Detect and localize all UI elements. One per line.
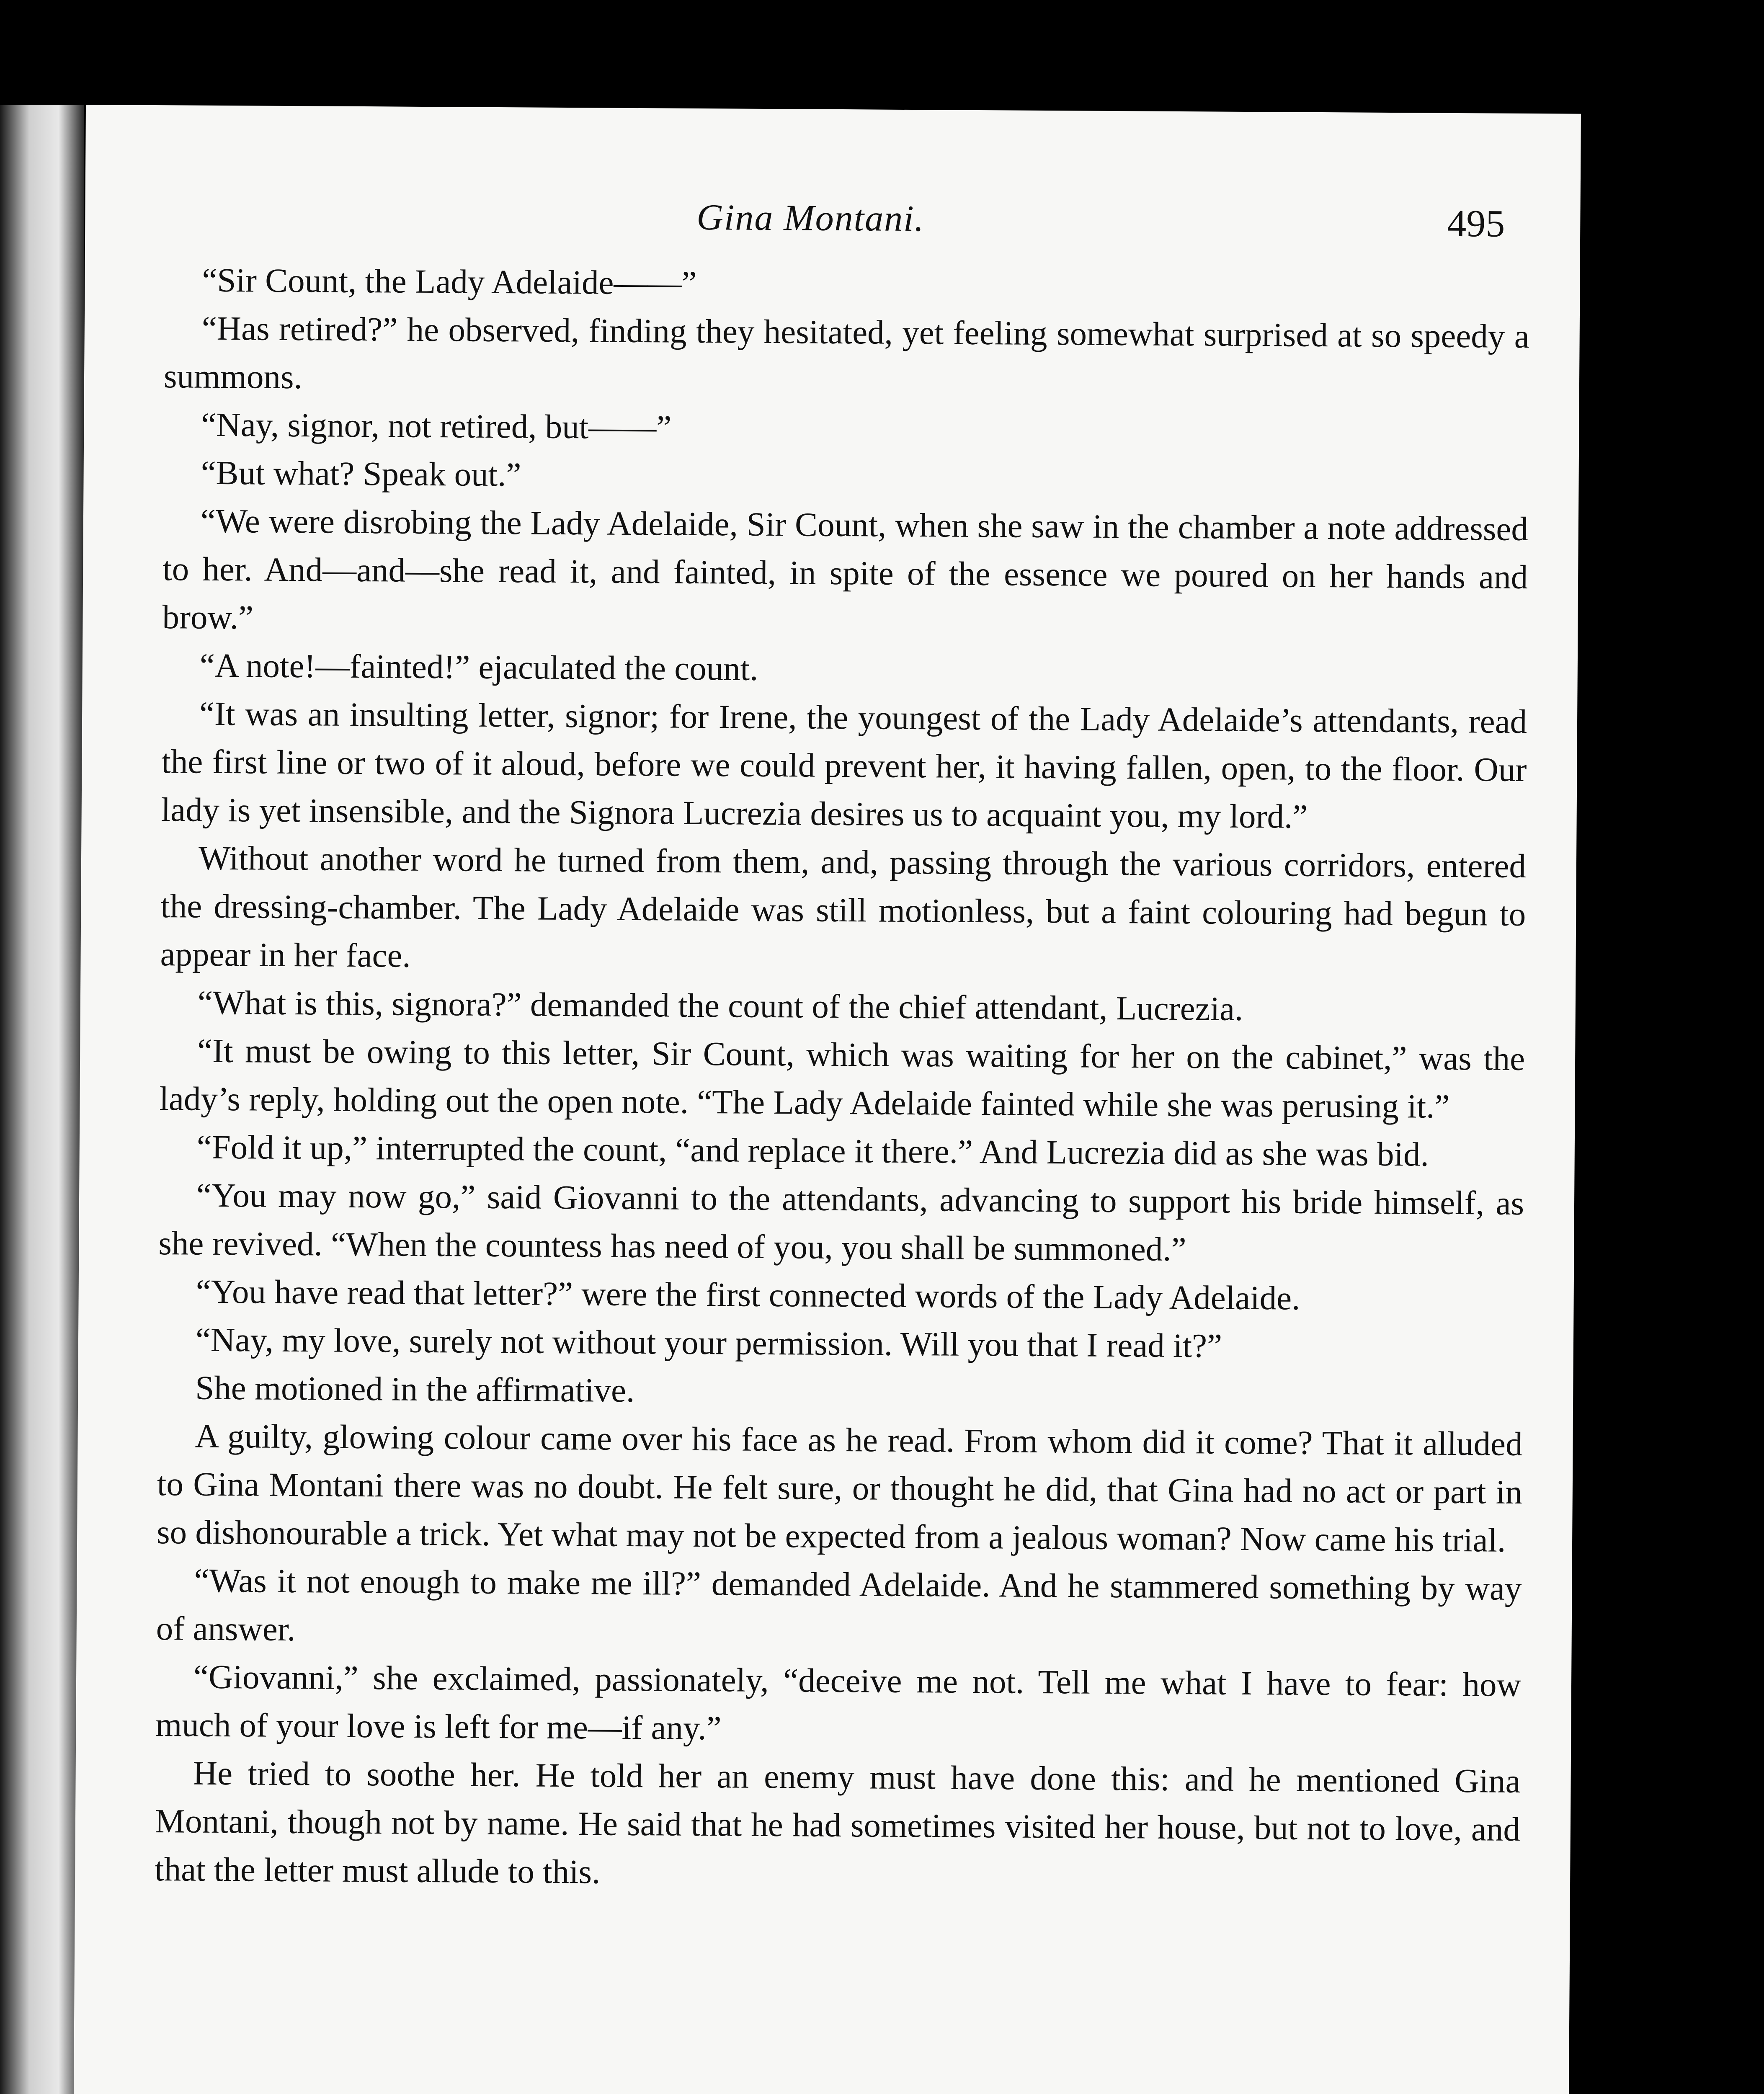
paragraph: “You may now go,” said Giovanni to the attendants, advancing to support his bride himself, as she revived. “When the countess has need of you, you shall be summoned.” [158, 1176, 1524, 1269]
paragraph: “It was an insulting letter, signor; for Irene, the youngest of the Lady Adelaide’s attendants, read the first line or two of it aloud, before we could prevent her, it having fallen, open, to the floor. Our lady is yet insensible, and the Signora Lucrezia desires us to acquaint you, my lord.” [161, 694, 1527, 836]
paragraph: “What is this, signora?” demanded the count of the chief attendant, Lucrezia. [197, 983, 1243, 1028]
page-number: 495 [1447, 201, 1505, 245]
body-text [155, 256, 1530, 1902]
paragraph: “Giovanni,” she exclaimed, passionately, “deceive me not. Tell me what I have to fear: how much of your love is left for me—if any.” [155, 1658, 1522, 1747]
paragraph: “We were disrobing the Lady Adelaide, Sir Count, when she saw in the chamber a note addressed to her. And—and—she read it, and fainted, in spite of the essence we poured on her hands and brow.” [162, 502, 1529, 637]
paragraph: “A note!—fainted!” ejaculated the count. [199, 646, 758, 688]
paragraph: “It must be owing to this letter, Sir Count, which was waiting for her on the cabinet,” was the lady’s reply, holding out the open note. “The Lady Adelaide fainted while she was perusing it.” [159, 1032, 1525, 1125]
paragraph: “Was it not enough to make me ill?” demanded Adelaide. And he stammered something by way of answer. [156, 1561, 1522, 1648]
paragraph: “But what? Speak out.” [201, 454, 521, 494]
paragraph: He tried to soothe her. He told her an enemy must have done this: and he mentioned Gina Montani, though not by name. He said that he had sometimes visited her house, but not to love, and that the letter must allude to this. [154, 1754, 1521, 1891]
paragraph: “Sir Count, the Lady Adelaide——” [202, 261, 697, 302]
book-spine-edge [0, 105, 84, 2094]
paragraph: “Nay, signor, not retired, but——” [201, 405, 672, 446]
running-head [165, 193, 1530, 264]
paragraph: She motioned in the affirmative. [195, 1369, 635, 1410]
book-page [71, 105, 1581, 2094]
paragraph: “You have read that letter?” were the first connected words of the Lady Adelaide. [196, 1272, 1300, 1317]
paragraph: “Fold it up,” interrupted the count, “and replace it there.” And Lucrezia did as she was bid. [196, 1128, 1429, 1173]
paragraph: A guilty, glowing colour came over his face as he read. From whom did it come? That it alluded to Gina Montani there was no doubt. He felt sure, or thought he did, that Gina had no act or part in so dishonourable a trick. Yet what may not be expected from a jealous woman? Now came his trial. [156, 1417, 1523, 1559]
paragraph: Without another word he turned from them, and, passing through the various corridors, entered the dressing-chamber. The Lady Adelaide was still motionless, but a faint colouring had begun to appear in her face. [160, 839, 1527, 975]
paragraph: “Nay, my love, surely not without your permission. Will you that I read it?” [195, 1320, 1222, 1365]
paragraph: “Has retired?” he observed, finding they hesitated, yet feeling somewhat surprised at so speedy a summons. [163, 309, 1529, 396]
running-title: Gina Montani. [696, 197, 925, 240]
